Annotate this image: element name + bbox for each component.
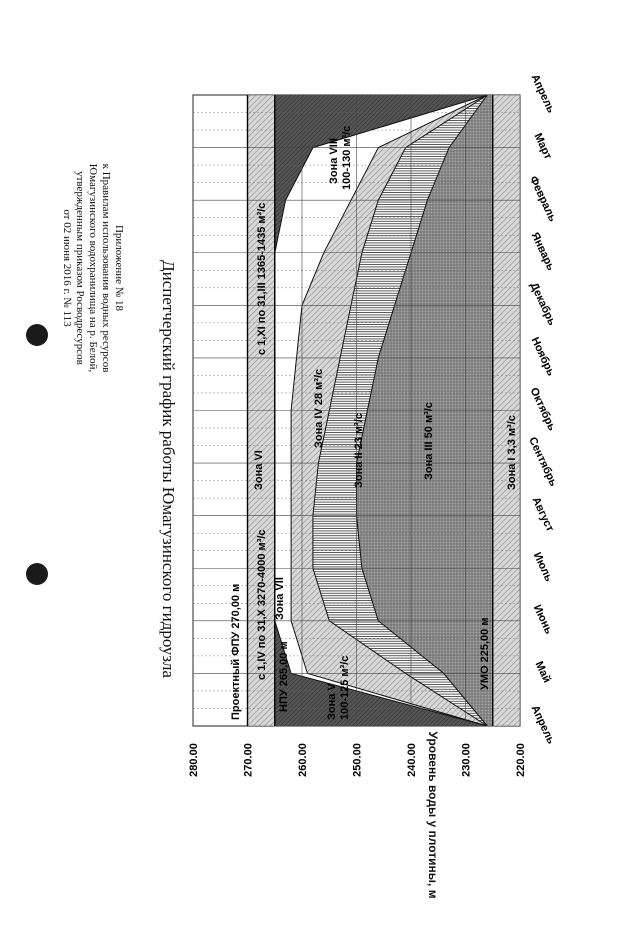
x-tick-label-month: Август [529, 495, 556, 534]
zone-ii-label: Зона II 23 м³/с [353, 413, 365, 488]
umo-label: УМО 225,00 м [479, 617, 491, 690]
y-tick-label: 220.00 [515, 743, 527, 777]
zone-vii-label: Зона VII [274, 577, 286, 620]
appendix-line-1: к Правилам использования водных ресурсов [100, 163, 112, 373]
zone-viii-flow-label: 100-130 м³/с [341, 125, 353, 190]
fpu-label: Проектный ФПУ 270,00 м [230, 583, 242, 720]
zone-i-label: Зона I 3,3 м³/с [506, 415, 518, 490]
zone-iii-label: Зона III 50 м³/с [423, 402, 435, 480]
x-tick-label-month: Март [531, 131, 554, 162]
x-tick-label-month: Октябрь [527, 385, 558, 433]
x-tick-label-month: Декабрь [527, 280, 558, 328]
y-axis-ticks [188, 743, 527, 777]
y-axis-label: Уровень воды у плотины, м [426, 731, 440, 899]
appendix-line-3: утвержденным приказом Росводресурсов [74, 171, 86, 365]
x-axis-ticks [526, 73, 559, 747]
y-tick-label: 260.00 [297, 743, 309, 777]
gate-left-label: с 1,IV по 31,X 3270-4000 м³/с [256, 529, 268, 680]
x-tick-label-month: Апрель [528, 72, 557, 115]
zone-vi-label: Зона VI [253, 450, 265, 490]
zone-iv-label: Зона IV 28 м³/с [313, 368, 325, 448]
appendix-line-4: от 02 июня 2016 г. № 113 [61, 209, 73, 327]
x-tick-label-month: Июнь [530, 603, 555, 636]
y-tick-label: 240.00 [406, 743, 418, 777]
appendix-line-2: Юмагузинского водохранилища на р. Белой, [87, 163, 99, 373]
gate-right-label: с 1,XI по 31,III 1365-1435 м³/с [256, 202, 268, 355]
x-tick-label-month: Январь [528, 230, 557, 273]
chart-title: Диспетчерский график работы Юмагузинского гидроузла [159, 260, 178, 678]
npu-label: НПУ 265,00 м [278, 641, 290, 712]
appendix-number: Приложение № 18 [113, 224, 125, 312]
zone-v-flow-label: 100-125 м³/с [339, 655, 351, 720]
x-tick-label-month: Май [532, 659, 553, 685]
zone-viii-label: Зона VIII [328, 138, 340, 184]
x-tick-label-month: Сентябрь [526, 435, 560, 489]
y-tick-label: 280.00 [188, 743, 200, 777]
zone-v-label: Зона V [326, 683, 338, 720]
y-tick-label: 250.00 [351, 743, 364, 777]
x-tick-label-month: Июль [530, 550, 555, 584]
x-tick-label-month: Ноябрь [528, 335, 557, 378]
x-tick-label-month: Февраль [526, 174, 559, 224]
x-tick-label-month: Апрель [528, 703, 557, 746]
y-tick-label: 230.00 [460, 743, 473, 777]
y-tick-label: 270.00 [242, 743, 255, 777]
